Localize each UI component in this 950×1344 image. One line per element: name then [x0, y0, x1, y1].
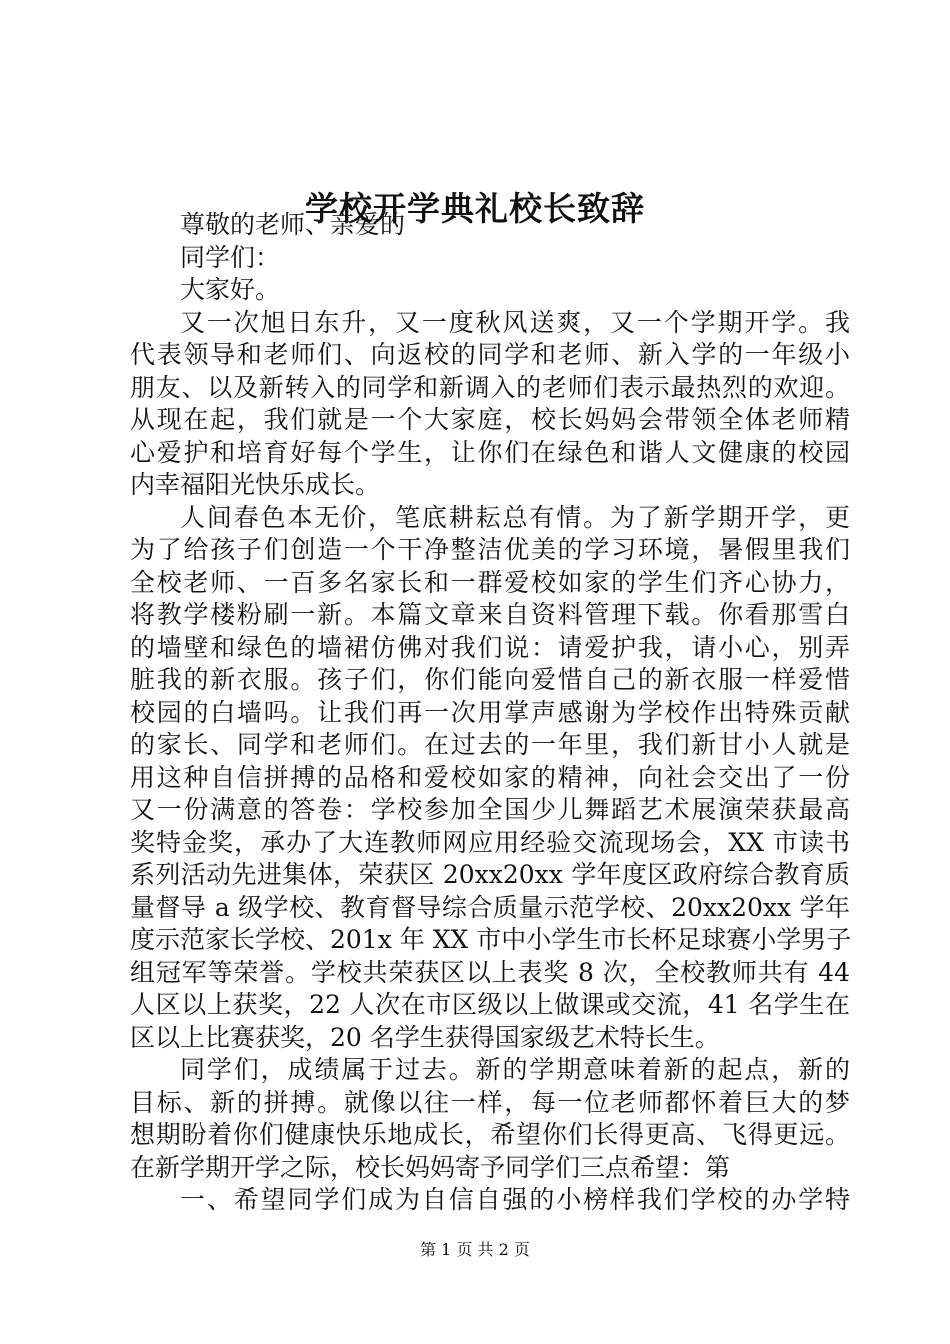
text-line: 大家好。	[180, 275, 281, 304]
text-line: 又一次旭日东升，又一度秋风送爽，又一个学期开学。我	[180, 307, 850, 337]
text-line: 度示范家长学校、201x 年 XX 市中小学生市长杯足球赛小学男子	[130, 925, 852, 954]
text-line: 的墙壁和绿色的墙裙仿佛对我们说：请爱护我，请小心，别弄	[130, 632, 850, 662]
page-footer: 第 1 页 共 2 页	[420, 1240, 530, 1259]
text-line: 的家长、同学和老师们。在过去的一年里，我们新甘小人就是	[130, 730, 850, 759]
text-line: 全校老师、一百多名家长和一群爱校如家的学生们齐心协力，	[130, 567, 850, 597]
text-line: 校园的白墙吗。让我们再一次用掌声感谢为学校作出特殊贡献	[130, 697, 850, 727]
text-line: 想期盼着你们健康快乐地成长，希望你们长得更高、飞得更远。	[130, 1120, 850, 1149]
text-line: 量督导 a 级学校、教育督导综合质量示范学校、20xx20xx 学年	[130, 892, 850, 922]
text-line: 系列活动先进集体，荣获区 20xx20xx 学年度区政府综合教育质	[130, 860, 850, 889]
text-line: 为了给孩子们创造一个干净整洁优美的学习环境，暑假里我们	[130, 535, 850, 564]
text-line: 脏我的新衣服。孩子们，你们能向爱惜自己的新衣服一样爱惜	[130, 665, 850, 694]
text-line: 区以上比赛获奖，20 名学生获得国家级艺术特长生。	[130, 1022, 720, 1052]
text-line: 组冠军等荣誉。学校共荣获区以上表奖 8 次，全校教师共有 44	[130, 957, 850, 987]
text-line: 内幸福阳光快乐成长。	[130, 470, 381, 499]
text-line: 奖特金奖，承办了大连教师网应用经验交流现场会，XX 市读书	[130, 827, 850, 857]
text-line: 人间春色本无价，笔底耕耘总有情。为了新学期开学，更	[180, 502, 850, 532]
text-line: 在新学期开学之际，校长妈妈寄予同学们三点希望：第	[130, 1152, 731, 1182]
text-line: 目标、新的拼搏。就像以往一样，每一位老师都怀着巨大的梦	[130, 1087, 850, 1117]
text-line: 同学们：	[180, 242, 281, 272]
text-line: 用这种自信拼搏的品格和爱校如家的精神，向社会交出了一份	[130, 762, 850, 792]
page-title: 学校开学典礼校长致辞	[305, 189, 645, 228]
text-line: 将教学楼粉刷一新。本篇文章来自资料管理下载。你看那雪白	[130, 600, 850, 629]
text-line: 从现在起，我们就是一个大家庭，校长妈妈会带领全体老师精	[130, 405, 850, 434]
text-line: 又一份满意的答卷：学校参加全国少儿舞蹈艺术展演荣获最高	[130, 795, 850, 824]
text-line: 人区以上获奖，22 人次在市区级以上做课或交流，41 名学生在	[130, 990, 850, 1019]
text-line: 同学们，成绩属于过去。新的学期意味着新的起点，新的	[180, 1055, 850, 1084]
body-text	[130, 209, 850, 1217]
text-line: 心爱护和培育好每个学生，让你们在绿色和谐人文健康的校园	[130, 437, 850, 467]
text-line: 朋友、以及新转入的同学和新调入的老师们表示最热烈的欢迎。	[130, 372, 850, 402]
text-line: 一、希望同学们成为自信自强的小榜样我们学校的办学特	[180, 1185, 850, 1214]
text-line: 尊敬的老师、亲爱的	[180, 210, 406, 239]
text-line: 代表领导和老师们、向返校的同学和老师、新入学的一年级小	[130, 340, 850, 369]
